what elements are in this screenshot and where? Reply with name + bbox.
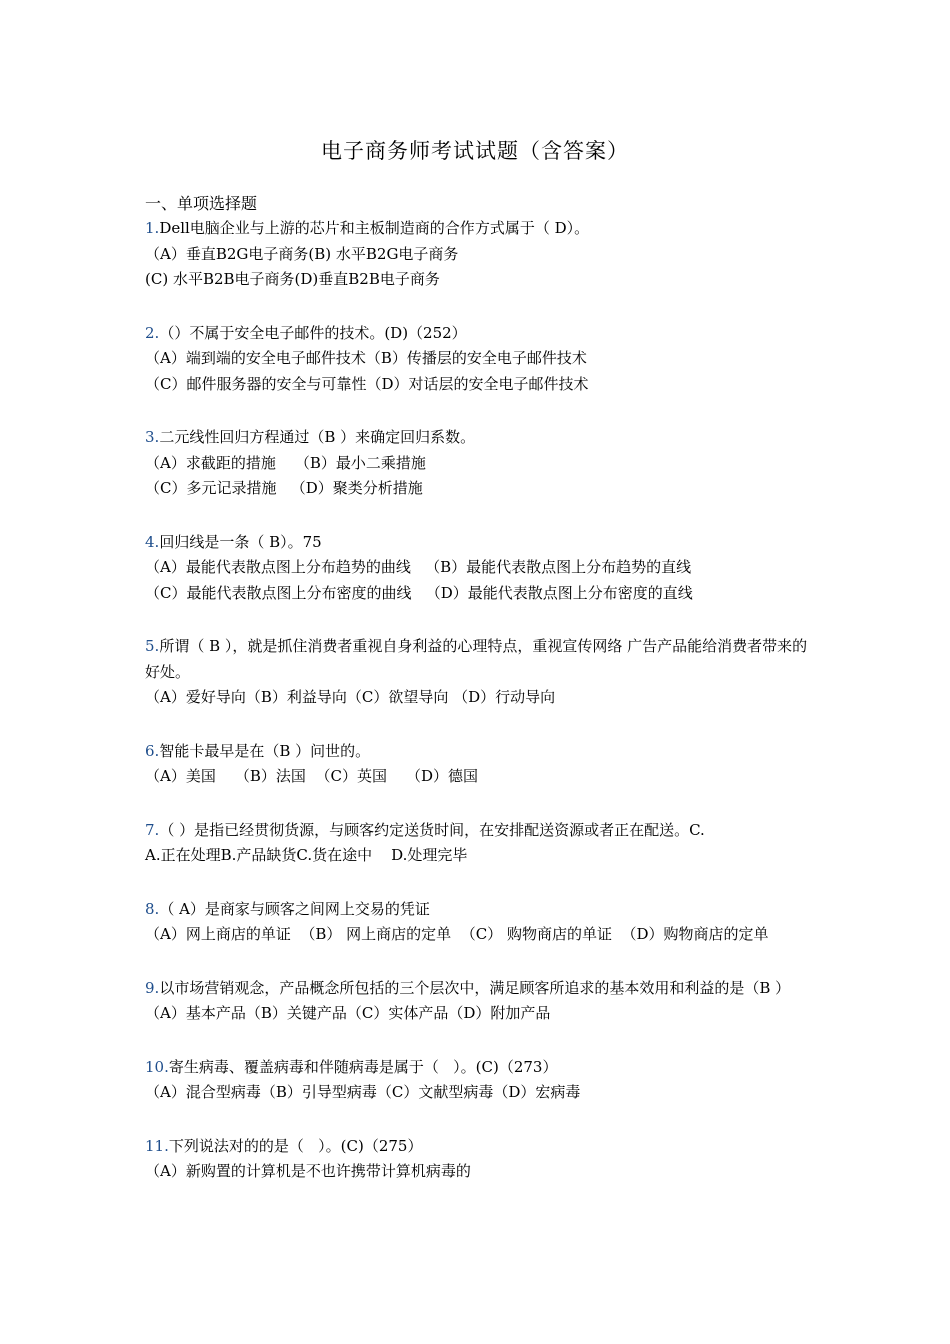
question-stem bbox=[145, 739, 815, 765]
section-heading: 一、单项选择题 bbox=[145, 194, 258, 213]
question-number: 9. bbox=[145, 978, 160, 997]
question-number: 7. bbox=[145, 820, 160, 839]
answer-options: （A）混合型病毒（B）引导型病毒（C）文献型病毒（D）宏病毒 bbox=[145, 1083, 581, 1101]
question-stem bbox=[145, 425, 815, 451]
question-item bbox=[145, 321, 815, 398]
question-number: 8. bbox=[145, 899, 160, 918]
answer-options: （A）爱好导向（B）利益导向（C）欲望导向 （D）行动导向 bbox=[145, 688, 556, 706]
question-text: 寄生病毒、覆盖病毒和伴随病毒是属于（ ）。(C)（273） bbox=[168, 1057, 558, 1076]
answer-options: （A）新购置的计算机是不也许携带计算机病毒的 bbox=[145, 1162, 471, 1180]
question-text: （ A）是商家与顾客之间网上交易的凭证 bbox=[159, 899, 430, 918]
document-body bbox=[145, 191, 815, 1213]
answer-options: (C) 水平B2B电子商务(D)垂直B2B电子商务 bbox=[145, 270, 440, 288]
question-item bbox=[145, 634, 815, 711]
answer-options: （A）美国 （B）法国 （C）英国 （D）德国 bbox=[145, 767, 479, 785]
answer-options: （A）端到端的安全电子邮件技术（B）传播层的安全电子邮件技术 bbox=[145, 349, 587, 367]
question-item bbox=[145, 818, 815, 869]
question-stem bbox=[145, 1055, 815, 1081]
question-stem bbox=[145, 1134, 815, 1160]
question-number: 5. bbox=[145, 637, 160, 655]
answer-options: （C）多元记录措施 （D）聚类分析措施 bbox=[145, 479, 423, 497]
question-text: Dell电脑企业与上游的芯片和主板制造商的合作方式属于（ D）。 bbox=[159, 219, 590, 237]
question-item bbox=[145, 739, 815, 790]
question-number: 6. bbox=[145, 741, 160, 760]
question-number: 1. bbox=[145, 219, 160, 237]
question-text: 所谓（ B ），就是抓住消费者重视自身利益的心理特点，重视宣传网络 广告产品能给消费者带来的好处。 bbox=[145, 637, 808, 681]
question-item bbox=[145, 530, 815, 607]
question-text: 二元线性回归方程通过（B ）来确定回归系数。 bbox=[159, 428, 476, 446]
question-text: 以市场营销观念，产品概念所包括的三个层次中，满足顾客所追求的基本效用和利益的是（B ） bbox=[159, 978, 791, 997]
question-text: 回归线是一条（ B）。75 bbox=[159, 532, 322, 551]
answer-options: （A）基本产品（B）关键产品（C）实体产品（D）附加产品 bbox=[145, 1004, 551, 1022]
question-stem bbox=[145, 216, 815, 242]
question-number: 4. bbox=[145, 532, 160, 551]
question-item bbox=[145, 1055, 815, 1106]
answer-options: （A）最能代表散点图上分布趋势的曲线 （B）最能代表散点图上分布趋势的直线 bbox=[145, 558, 692, 576]
page-title: 电子商务师考试试题（含答案） bbox=[321, 139, 629, 163]
question-number: 10. bbox=[145, 1057, 169, 1076]
question-item bbox=[145, 897, 815, 948]
question-item bbox=[145, 425, 815, 502]
question-stem bbox=[145, 976, 815, 1002]
question-text: 下列说法对的的是（ ）。(C)（275） bbox=[168, 1136, 423, 1155]
answer-options: （C）最能代表散点图上分布密度的曲线 （D）最能代表散点图上分布密度的直线 bbox=[145, 583, 693, 602]
question-stem bbox=[145, 818, 815, 844]
answer-options: （A）网上商店的单证 （B） 网上商店的定单 （C） 购物商店的单证 （D）购物商店的定单 bbox=[145, 925, 769, 943]
question-number: 2. bbox=[145, 323, 160, 342]
question-item bbox=[145, 976, 815, 1027]
question-item bbox=[145, 1134, 815, 1185]
question-item bbox=[145, 216, 815, 293]
answer-options: （A）垂直B2G电子商务(B) 水平B2G电子商务 bbox=[145, 244, 459, 263]
question-text: 智能卡最早是在（B ）问世的。 bbox=[159, 741, 371, 760]
question-stem bbox=[145, 321, 815, 347]
question-number: 3. bbox=[145, 428, 160, 446]
question-text: （）不属于安全电子邮件的技术。(D)（252） bbox=[159, 323, 467, 342]
question-stem bbox=[145, 530, 815, 556]
question-text: （ ）是指已经贯彻货源，与顾客约定送货时间，在安排配送资源或者正在配送。C. bbox=[159, 820, 705, 839]
question-stem bbox=[145, 634, 815, 685]
answer-options: （C）邮件服务器的安全与可靠性（D）对话层的安全电子邮件技术 bbox=[145, 374, 589, 393]
question-stem bbox=[145, 897, 815, 923]
answer-options: A.正在处理B.产品缺货C.货在途中 D.处理完毕 bbox=[145, 846, 468, 864]
answer-options: （A）求截距的措施 （B）最小二乘措施 bbox=[145, 453, 426, 472]
question-number: 11. bbox=[145, 1136, 169, 1155]
question-list bbox=[145, 216, 815, 1185]
